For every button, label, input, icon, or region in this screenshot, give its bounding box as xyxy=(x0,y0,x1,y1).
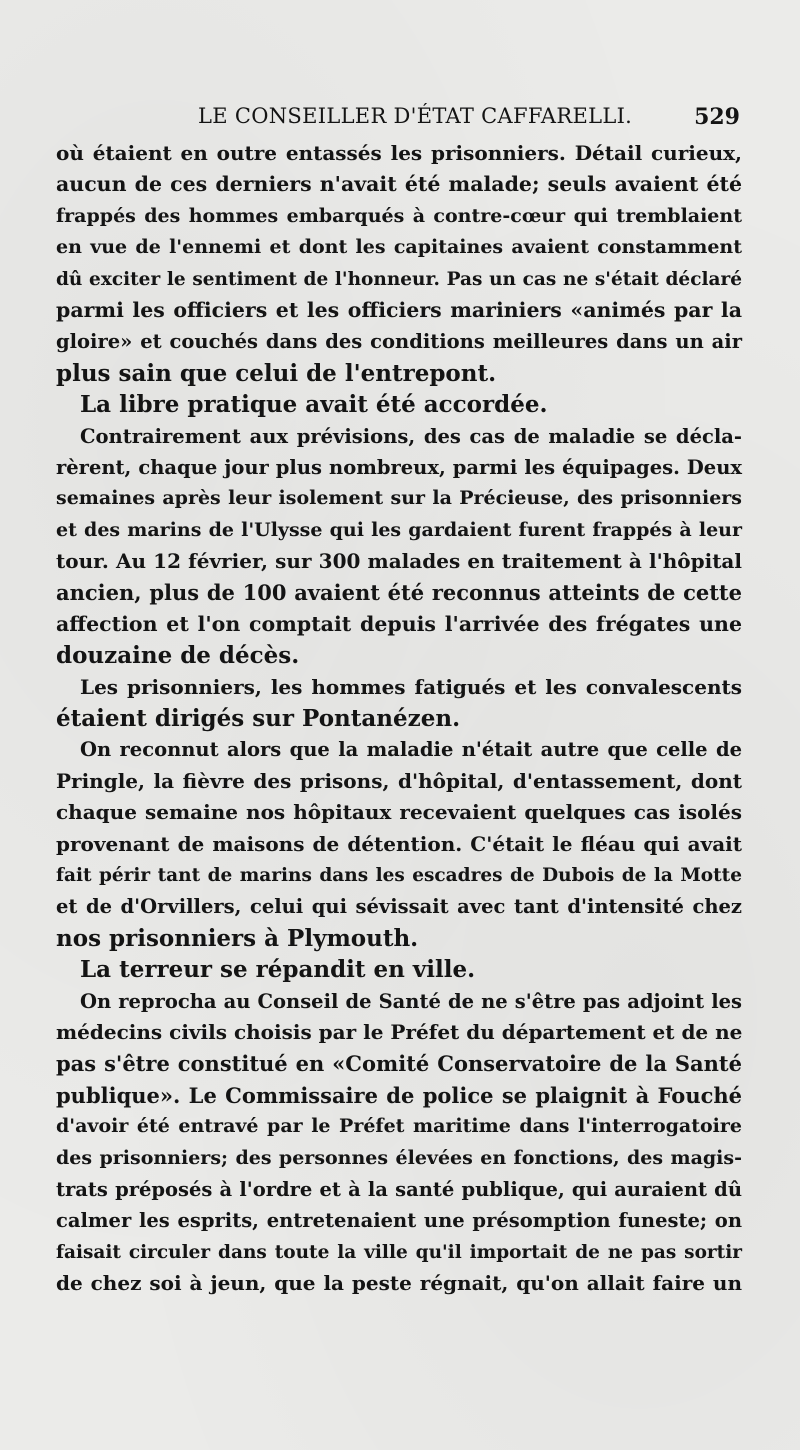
text-line: fait périr tant de marins dans les escadres de Dubois de la Motte xyxy=(56,864,742,886)
text-line: et de d'Orvillers, celui qui sévissait avec tant d'intensité chez xyxy=(56,895,742,919)
text-line: où étaient en outre entassés les prisonniers. Détail curieux, xyxy=(56,141,742,165)
text-line: étaient dirigés sur Pontanézen. xyxy=(56,705,461,733)
text-line: On reprocha au Conseil de Santé de ne s'être pas adjoint les xyxy=(80,989,742,1013)
text-line: en vue de l'ennemi et dont les capitaines avaient constamment xyxy=(56,236,742,259)
text-line: frappés des hommes embarqués à contre-cœur qui tremblaient xyxy=(56,204,742,227)
text-line: douzaine de décès. xyxy=(56,642,300,670)
running-title: LE CONSEILLER D'ÉTAT CAFFARELLI. xyxy=(198,104,633,128)
text-line: dû exciter le sentiment de l'honneur. Pas un cas ne s'était déclaré xyxy=(56,268,742,290)
text-line: nos prisonniers à Plymouth. xyxy=(56,924,419,952)
text-line: affection et l'on comptait depuis l'arrivée des frégates une xyxy=(56,611,742,636)
text-line: semaines après leur isolement sur la Précieuse, des prisonniers xyxy=(56,487,742,510)
text-line: La libre pratique avait été accordée. xyxy=(80,391,548,419)
text-line: d'avoir été entravé par le Préfet maritime dans l'interrogatoire xyxy=(56,1115,742,1138)
text-line: provenant de maisons de détention. C'était le fléau qui avait xyxy=(56,831,742,856)
text-line: gloire» et couchés dans des conditions meilleures dans un air xyxy=(56,330,742,354)
text-line: publique». Le Commissaire de police se plaignit à Fouché xyxy=(56,1082,742,1108)
text-line: médecins civils choisis par le Préfet du département et de ne xyxy=(56,1019,743,1044)
text-line: calmer les esprits, entretenaient une présomption funeste; on xyxy=(56,1209,742,1233)
page-header xyxy=(198,104,740,138)
body-text xyxy=(56,138,742,1299)
text-line: plus sain que celui de l'entrepont. xyxy=(56,359,497,387)
text-line: chaque semaine nos hôpitaux recevaient quelques cas isolés xyxy=(56,800,742,825)
text-line: aucun de ces derniers n'avait été malade; seuls avaient été xyxy=(56,172,742,197)
text-line: des prisonniers; des personnes élevées en fonctions, des magis- xyxy=(56,1146,742,1169)
page-number: 529 xyxy=(694,104,740,130)
text-line: rèrent, chaque jour plus nombreux, parmi les équipages. Deux xyxy=(56,455,742,479)
text-line: Pringle, la fièvre des prisons, d'hôpital, d'entassement, dont xyxy=(56,768,742,793)
text-line: pas s'être constitué en «Comité Conservatoire de la Santé xyxy=(56,1051,742,1077)
text-line: de chez soi à jeun, que la peste régnait, qu'on allait faire un xyxy=(56,1271,742,1296)
text-line: faisait circuler dans toute la ville qu'il importait de ne pas sortir xyxy=(56,1241,742,1263)
text-line: tour. Au 12 février, sur 300 malades en traitement à l'hôpital xyxy=(56,549,742,574)
text-line: On reconnut alors que la maladie n'était autre que celle de xyxy=(80,738,742,762)
text-line: trats préposés à l'ordre et à la santé publique, qui auraient dû xyxy=(56,1177,742,1201)
text-line: Les prisonniers, les hommes fatigués et les convalescents xyxy=(80,674,742,699)
text-line: Contrairement aux prévisions, des cas de maladie se décla- xyxy=(80,424,742,448)
text-line: et des marins de l'Ulysse qui les gardaient furent frappés à leur xyxy=(56,518,742,541)
text-line: ancien, plus de 100 avaient été reconnus atteints de cette xyxy=(56,580,742,606)
text-line: parmi les officiers et les officiers mariniers «animés par la xyxy=(56,297,742,322)
text-line: La terreur se répandit en ville. xyxy=(80,956,476,984)
